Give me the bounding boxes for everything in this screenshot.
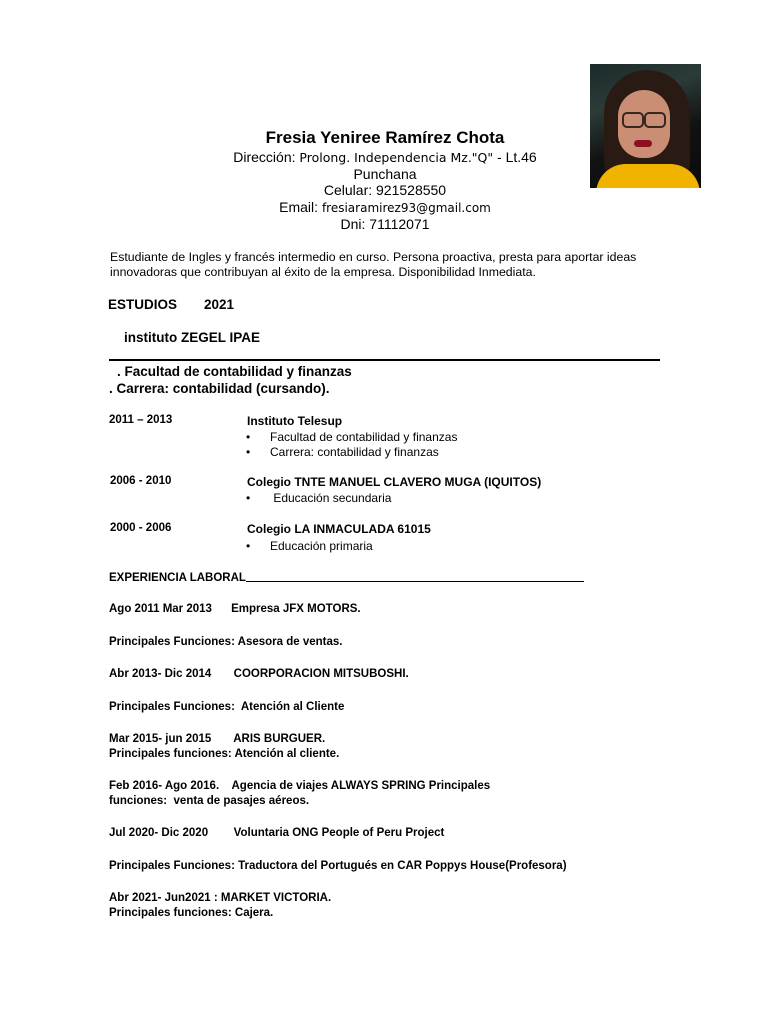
address-value: Prolong. Independencia Mz."Q"	[299, 150, 494, 165]
education-item: • Facultad de contabilidad y finanzas	[246, 430, 458, 444]
education-item: • Educación primaria	[246, 539, 373, 553]
experience-line: Abr 2013- Dic 2014 COORPORACION MITSUBOSHI.	[109, 668, 409, 680]
email-label: Email:	[279, 199, 319, 215]
education-item: • Educación secundaria	[246, 491, 392, 505]
studies-year: 2021	[204, 297, 235, 312]
experience-line: Abr 2021- Jun2021 : MARKET VICTORIA.	[109, 892, 332, 904]
studies-heading: ESTUDIOS	[108, 297, 178, 312]
studies-institute: instituto ZEGEL IPAE	[124, 330, 261, 345]
photo-lips	[634, 140, 652, 147]
experience-line: Principales Funciones: Asesora de ventas.	[109, 636, 343, 648]
district: Punchana	[353, 166, 417, 182]
address-line	[230, 149, 540, 165]
experience-heading: EXPERIENCIA LABORAL	[109, 572, 584, 584]
section-divider	[109, 359, 660, 361]
experience-line: Ago 2011 Mar 2013 Empresa JFX MOTORS.	[109, 603, 361, 615]
photo-glasses-right	[644, 112, 666, 128]
education-years: 2000 - 2006	[110, 522, 172, 534]
studies-faculty: . Facultad de contabilidad y finanzas	[117, 364, 352, 379]
address-suffix: - Lt.46	[497, 149, 537, 165]
photo-shirt	[596, 164, 700, 188]
experience-line: Principales Funciones: Traductora del Portugués en CAR Poppys House(Profesora)	[109, 860, 567, 872]
experience-line: Principales funciones: Cajera.	[109, 907, 274, 919]
experience-line: Mar 2015- jun 2015 ARIS BURGUER.	[109, 733, 326, 745]
photo-glasses-left	[622, 112, 644, 128]
email-line	[230, 199, 540, 215]
studies-career: . Carrera: contabilidad (cursando).	[109, 381, 330, 396]
experience-line: Principales Funciones: Atención al Cliente	[109, 701, 345, 713]
experience-heading-rule	[246, 581, 584, 582]
experience-line: Jul 2020- Dic 2020 Voluntaria ONG People of Peru Project	[109, 827, 445, 839]
education-years: 2011 – 2013	[109, 414, 173, 426]
phone: Celular: 921528550	[323, 182, 447, 198]
address-label: Dirección:	[233, 149, 296, 165]
candidate-name: Fresia Yeniree Ramírez Chota	[265, 128, 505, 147]
education-title: Colegio LA INMACULADA 61015	[247, 522, 431, 536]
experience-line: Feb 2016- Ago 2016. Agencia de viajes ALWAYS SPRING Principales	[109, 780, 491, 792]
profile-photo	[590, 64, 701, 188]
education-title: Colegio TNTE MANUEL CLAVERO MUGA (IQUITOS)	[247, 475, 542, 489]
education-item: • Carrera: contabilidad y finanzas	[246, 445, 439, 459]
education-title: Instituto Telesup	[247, 414, 343, 428]
education-years: 2006 - 2010	[110, 475, 172, 487]
email-value: fresiaramirez93@gmail.com	[321, 201, 491, 215]
experience-line: Principales funciones: Atención al cliente.	[109, 748, 340, 760]
profile-summary: Estudiante de Ingles y francés intermedio en curso. Persona proactiva, presta para aportar ideas innovadoras que contribuyan al éxito de la empresa. Disponibilidad Inmediata.	[110, 250, 637, 279]
experience-line: funciones: venta de pasajes aéreos.	[109, 795, 310, 807]
dni: Dni: 71112071	[340, 216, 430, 232]
